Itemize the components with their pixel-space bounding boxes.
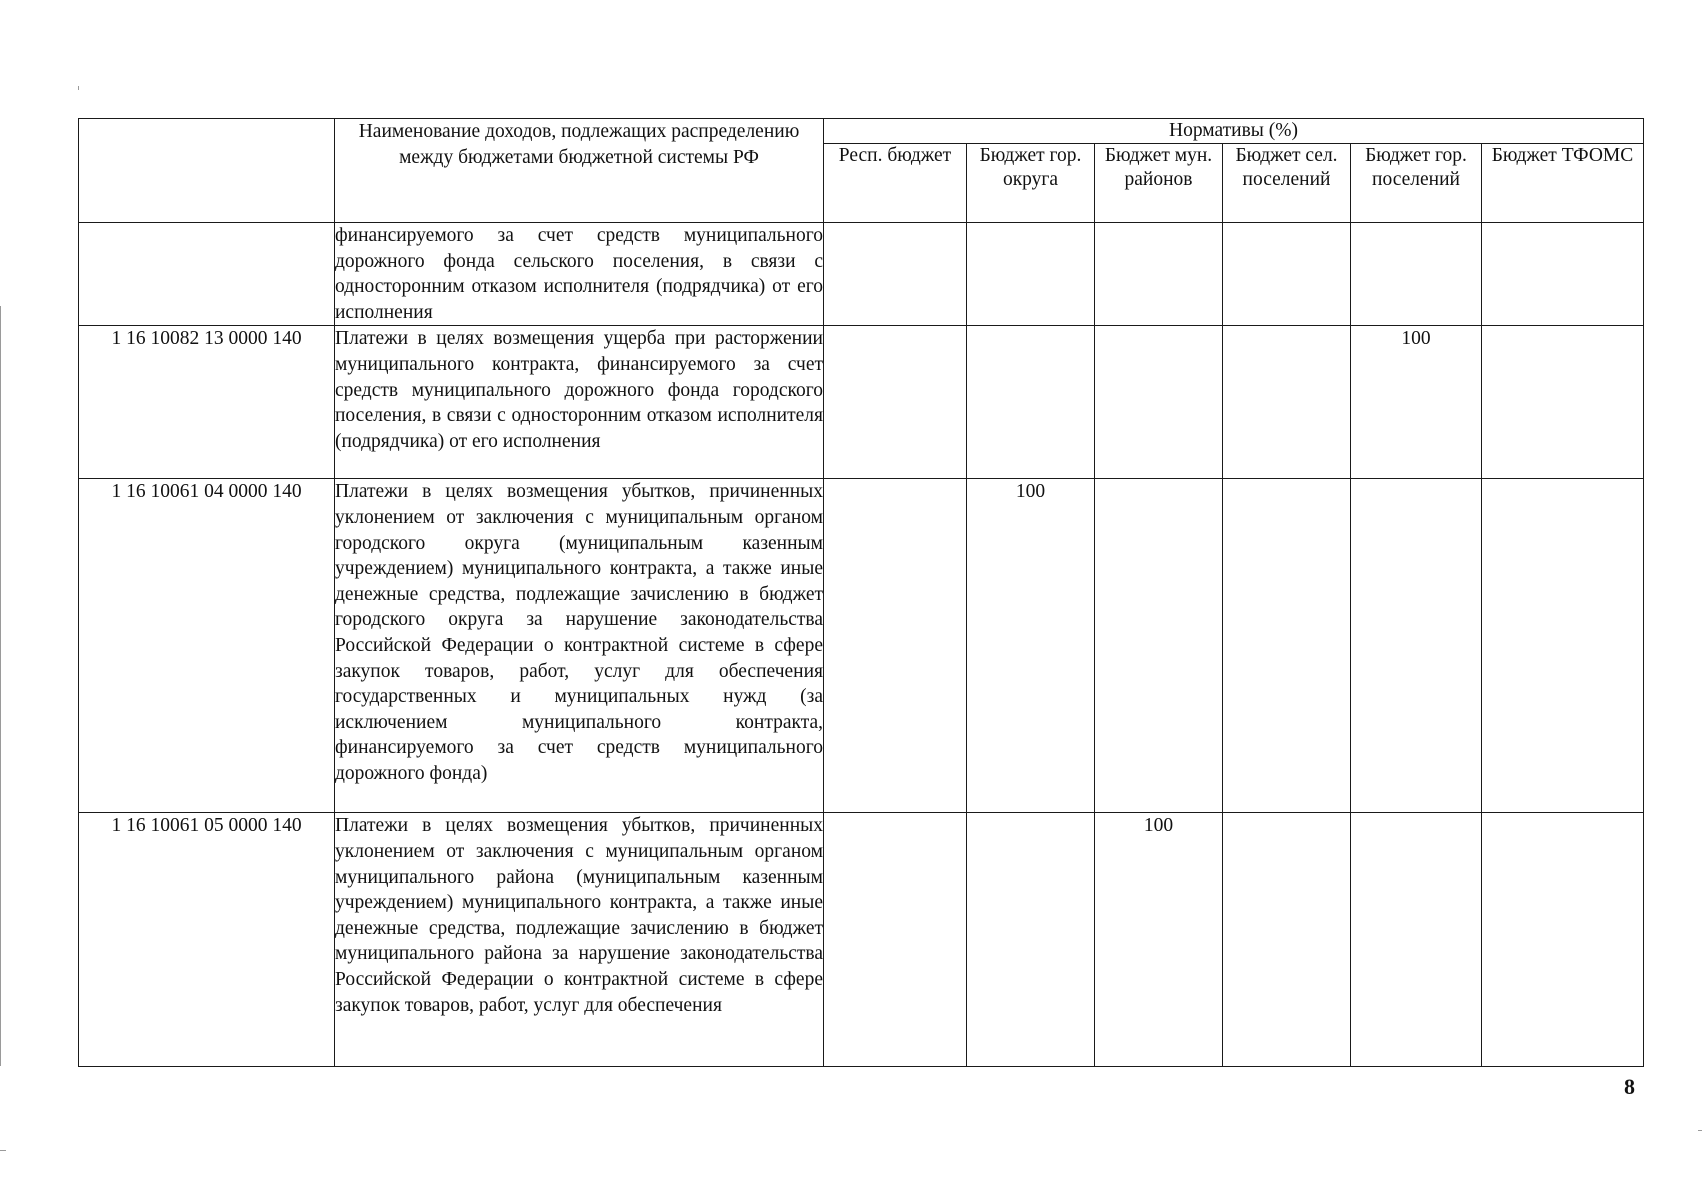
value-tfoms-budget [1482,813,1644,1067]
scan-edge-tick [78,86,79,90]
value-urban-settlement-budget [1351,813,1482,1067]
income-code: 1 16 10061 05 0000 140 [79,813,335,1067]
value-rural-settlement-budget [1223,479,1351,813]
value-municipal-district-budget: 100 [1095,813,1223,1067]
header-income-name: Наименование доходов, подлежащих распределению между бюджетами бюджетной системы РФ [335,119,824,223]
value-municipal-district-budget [1095,479,1223,813]
value-city-district-budget [967,223,1095,326]
header-col-rep-budget: Респ. бюджет [824,144,967,223]
value-tfoms-budget [1482,326,1644,479]
revenue-distribution-table [78,118,1644,1067]
income-name: Платежи в целях возмещения убытков, причиненных уклонением от заключения с муниципальным органом муниципального района (муниципальным казенным учреждением) муниципального контракта, а также иные денежные средства, подлежащие зачислению в бюджет муниципального района за нарушение законодательства Российской Федерации о контрактной системе в сфере закупок товаров, работ, услуг для обеспечения [335,815,823,1016]
scan-edge-line [0,306,1,1066]
income-name-cell [335,813,824,1067]
value-rural-settlement-budget [1223,223,1351,326]
table-row [79,813,1644,1067]
header-col-tfoms-budget: Бюджет ТФОМС [1482,144,1644,223]
income-name: финансируемого за счет средств муниципального дорожного фонда сельского поселения, в связи с односторонним отказом исполнителя (подрядчика) от его исполнения [335,223,824,326]
header-col-urban-settlement-budget: Бюджет гор. поселений [1351,144,1482,223]
value-rural-settlement-budget [1223,326,1351,479]
scan-edge-tick [1698,1130,1702,1131]
value-urban-settlement-budget [1351,479,1482,813]
value-rep-budget [824,479,967,813]
income-code [79,223,335,326]
value-rep-budget [824,223,967,326]
value-tfoms-budget [1482,223,1644,326]
value-municipal-district-budget [1095,223,1223,326]
header-col-rural-settlement-budget: Бюджет сел. поселений [1223,144,1351,223]
value-urban-settlement-budget [1351,223,1482,326]
table-row [79,479,1644,813]
value-municipal-district-budget [1095,326,1223,479]
table-row [79,326,1644,479]
value-city-district-budget: 100 [967,479,1095,813]
value-city-district-budget [967,813,1095,1067]
value-rep-budget [824,326,967,479]
table-row [79,223,1644,326]
header-normatives-group: Нормативы (%) [824,119,1644,144]
header-col-city-district-budget: Бюджет гор. округа [967,144,1095,223]
income-name: Платежи в целях возмещения убытков, причиненных уклонением от заключения с муниципальным органом городского округа (муниципальным казенным учреждением) муниципального контракта, а также иные денежные средства, подлежащие зачислению в бюджет городского округа за нарушение законодательства Российской Федерации о контрактной системе в сфере закупок товаров, работ, услуг для обеспечения государственных и муниципальных нужд (за исключением муниципального контракта, финансируемого за счет средств муниципального дорожного фонда) [335,479,824,813]
value-rep-budget [824,813,967,1067]
income-code: 1 16 10061 04 0000 140 [79,479,335,813]
header-code-cell [79,119,335,223]
value-city-district-budget [967,326,1095,479]
income-name: Платежи в целях возмещения ущерба при расторжении муниципального контракта, финансируемого за счет средств муниципального дорожного фонда городского поселения, в связи с односторонним отказом исполнителя (подрядчика) от его исполнения [335,326,824,479]
value-urban-settlement-budget: 100 [1351,326,1482,479]
header-col-municipal-district-budget: Бюджет мун. районов [1095,144,1223,223]
income-code: 1 16 10082 13 0000 140 [79,326,335,479]
page-number: 8 [1624,1074,1635,1099]
value-rural-settlement-budget [1223,813,1351,1067]
value-tfoms-budget [1482,479,1644,813]
scan-edge-tick [0,1150,6,1151]
